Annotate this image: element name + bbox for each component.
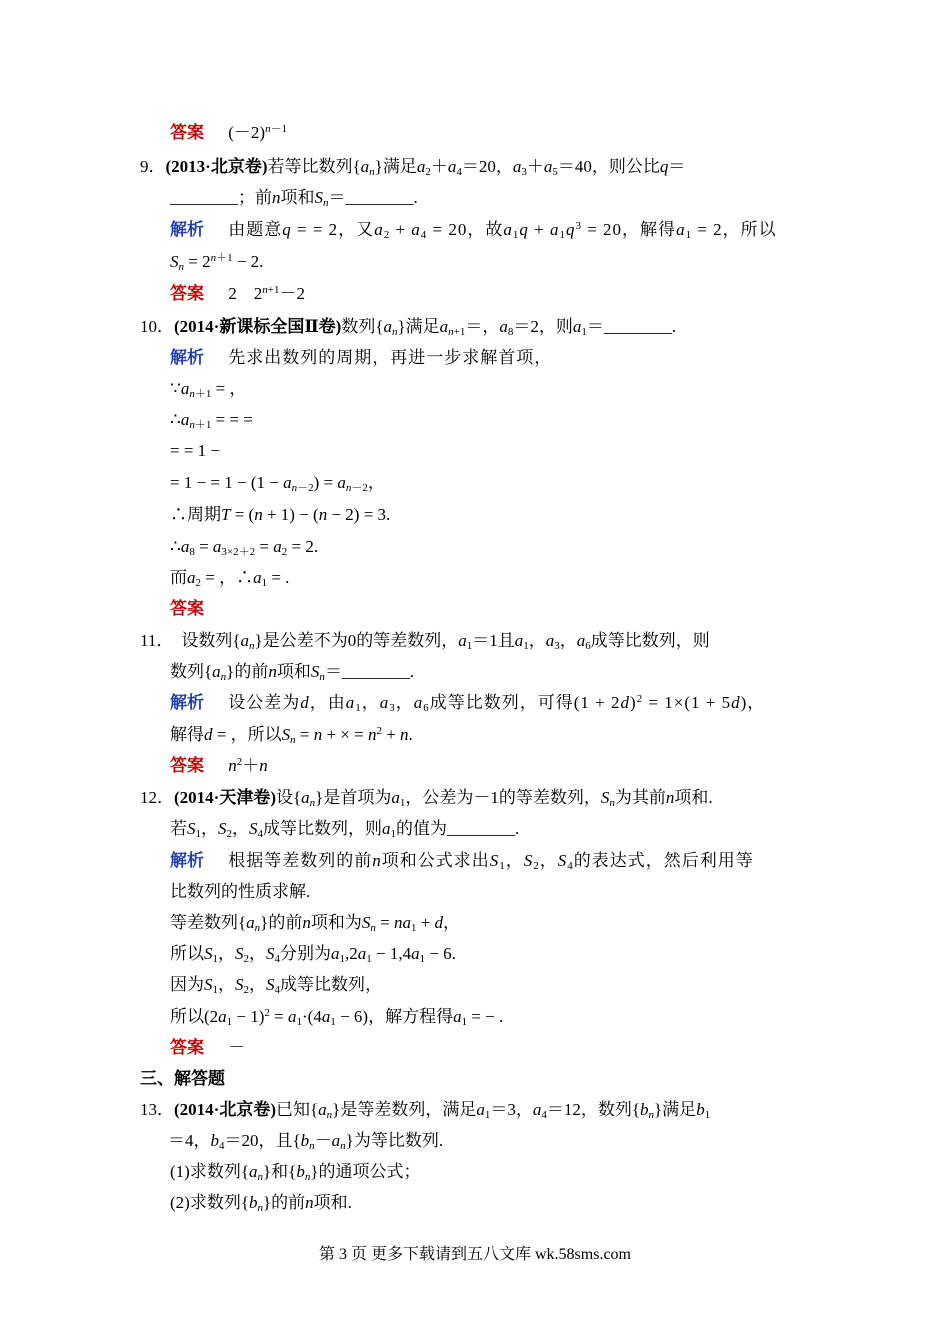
q10-analysis-line6: ∴周期T = (n + 1) − (n − 2) = 3. xyxy=(170,505,391,524)
analysis-label: 解析 xyxy=(170,348,204,367)
q9-number: 9． xyxy=(140,157,166,176)
q10-stem: 10．(2014·新课标全国Ⅱ卷)数列$\{a_n\}$满足$a_{n+1}=$，$a_8=2$，则$a_1=\_\_\_\_\_\_\_\_$. xyxy=(140,317,677,338)
q9-stem-line2: ________；前n项和$S_n=\_\_\_\_\_\_\_\_$. xyxy=(170,188,418,209)
q12-source: (2014·天津卷) xyxy=(174,788,276,807)
q13-part1: (1)求数列$\{a_n\}$和$\{b_n\}$的通项公式； xyxy=(170,1162,421,1183)
q13-part2: (2)求数列$\{b_n\}$的前n项和. xyxy=(170,1193,352,1214)
answer-label: 答案 xyxy=(170,599,204,618)
page-footer: 第 3 页 更多下载请到五八文库 wk.58sms.com xyxy=(318,1246,631,1263)
analysis-label: 解析 xyxy=(170,851,204,870)
q12-analysis-line2: 比数列的性质求解. xyxy=(170,882,311,901)
answer-label: 答案 xyxy=(170,756,204,775)
q9-source: (2013·北京卷) xyxy=(165,157,268,176)
q12-analysis-line6: 所以$(2a_1 - 1)^2 = a_1\cdot(4a_1 - 6)$，解方程得$a_1$ = − . xyxy=(170,1007,504,1028)
q9-answer: 2 $2^{n+1}-2$ xyxy=(228,284,305,303)
q10-analysis-line3: $\therefore a_{n+1}$ = = = xyxy=(170,410,253,431)
q11-analysis-line1: 解析 设公差为d，由$a_1$，$a_3$，$a_6$成等比数列，可得$(1 + 2d)^2 = 1\times(1 + 5d)$， xyxy=(170,693,766,714)
q12-analysis-line5: 因为$S_1$，$S_2$，$S_4$成等比数列， xyxy=(170,975,382,996)
q12-stem-line1: 12．(2014·天津卷)设$\{a_n\}$是首项为$a_1$，公差为－1的等差数列，$S_n$为其前n项和. xyxy=(140,788,713,809)
q12-analysis-line4: 所以$S_1$，$S_2$，$S_4$分别为$a_1,2a_1 - 1,4a_1 - 6$. xyxy=(170,944,456,965)
q13-stem-line1: 13．(2014·北京卷)已知$\{a_n\}$是等差数列，满足$a_1=3$，$a_4=12$，数列$\{b_n\}$满足$b_1$ xyxy=(140,1100,711,1121)
q13-number: 13． xyxy=(140,1100,174,1119)
q10-analysis-line1: 解析 先求出数列的周期，再进一步求解首项， xyxy=(170,348,553,367)
q9-analysis-line2: $S_n = 2^{n+1} - 2$. xyxy=(170,252,264,273)
q10-answer-row xyxy=(170,598,204,620)
q11-answer-row xyxy=(170,755,268,777)
q10-analysis-line8: 而$a_2$ = ，$\therefore a_1$ = . xyxy=(170,568,290,589)
q11-analysis-line2: 解得d = ，所以$S_n = n$ + × = $n^2 + n$. xyxy=(170,725,413,746)
answer-label: 答案 xyxy=(170,123,204,142)
q10-analysis-line4: = = 1 − xyxy=(170,441,221,460)
analysis-label: 解析 xyxy=(170,220,204,239)
q8-answer-row xyxy=(170,122,287,144)
q12-stem-line2: 若$S_1$，$S_2$，$S_4$成等比数列，则$a_1$的值为________. xyxy=(170,819,520,840)
q12-number: 12． xyxy=(140,788,174,807)
q9-stem-text: 若等比数列$\{a_n\}$满足$a_2+a_4=20$，$a_3+a_5=40$，则公比q＝ xyxy=(267,157,686,178)
q11-number: 11． xyxy=(140,631,174,650)
q13-source: (2014·北京卷) xyxy=(174,1100,276,1119)
q12-analysis-line3: 等差数列$\{a_n\}$的前n项和为$S_n = na_1 + d$， xyxy=(170,913,461,934)
q9-answer-row xyxy=(170,283,305,305)
q10-analysis-line5: = 1 − = $1 - (1 - a_{n-2}) = a_{n-2}$， xyxy=(170,473,385,494)
q12-analysis-line1: 解析 根据等差数列的前n项和公式求出$S_1$，$S_2$，$S_4$的表达式，然后利用等 xyxy=(170,851,754,872)
answer-label: 答案 xyxy=(170,1038,204,1057)
q10-number: 10． xyxy=(140,317,174,336)
q11-stem-line2: 数列$\{a_n\}$的前n项和$S_n=\_\_\_\_\_\_\_\_$. xyxy=(170,662,415,683)
q13-stem-line2: ＝4，$b_4=20$，且$\{b_n-a_n\}$为等比数列. xyxy=(168,1131,444,1152)
q10-analysis-line7: $\therefore a_8 = a_{3\times 2+2} = a_2 = 2$. xyxy=(170,537,319,558)
q9-analysis-line1: 解析 由题意q = = 2，又$a_2 + a_4 = 20$，故$a_1q + a_1q^3 = 20$，解得$a_1 = 2$，所以 xyxy=(170,220,777,241)
q10-source: (2014·新课标全国Ⅱ卷) xyxy=(174,317,342,336)
q11-answer: $n^2+n$ xyxy=(228,756,268,775)
q8-answer: $(-2)^{n-1}$ xyxy=(228,123,288,142)
q10-analysis-line2: $\because a_{n+1}$ = ， xyxy=(170,379,247,400)
analysis-label: 解析 xyxy=(170,693,204,712)
q12-answer: － xyxy=(228,1038,246,1057)
q9-stem-line1 xyxy=(140,156,685,178)
answer-label: 答案 xyxy=(170,284,204,303)
q12-answer-row xyxy=(170,1037,245,1059)
q11-stem-line1: 11． 设数列$\{a_n\}$是公差不为0的等差数列，$a_1=1$且$a_1$，$a_3$，$a_6$成等比数列，则 xyxy=(140,631,710,652)
section-title: 三、解答题 xyxy=(140,1069,225,1088)
